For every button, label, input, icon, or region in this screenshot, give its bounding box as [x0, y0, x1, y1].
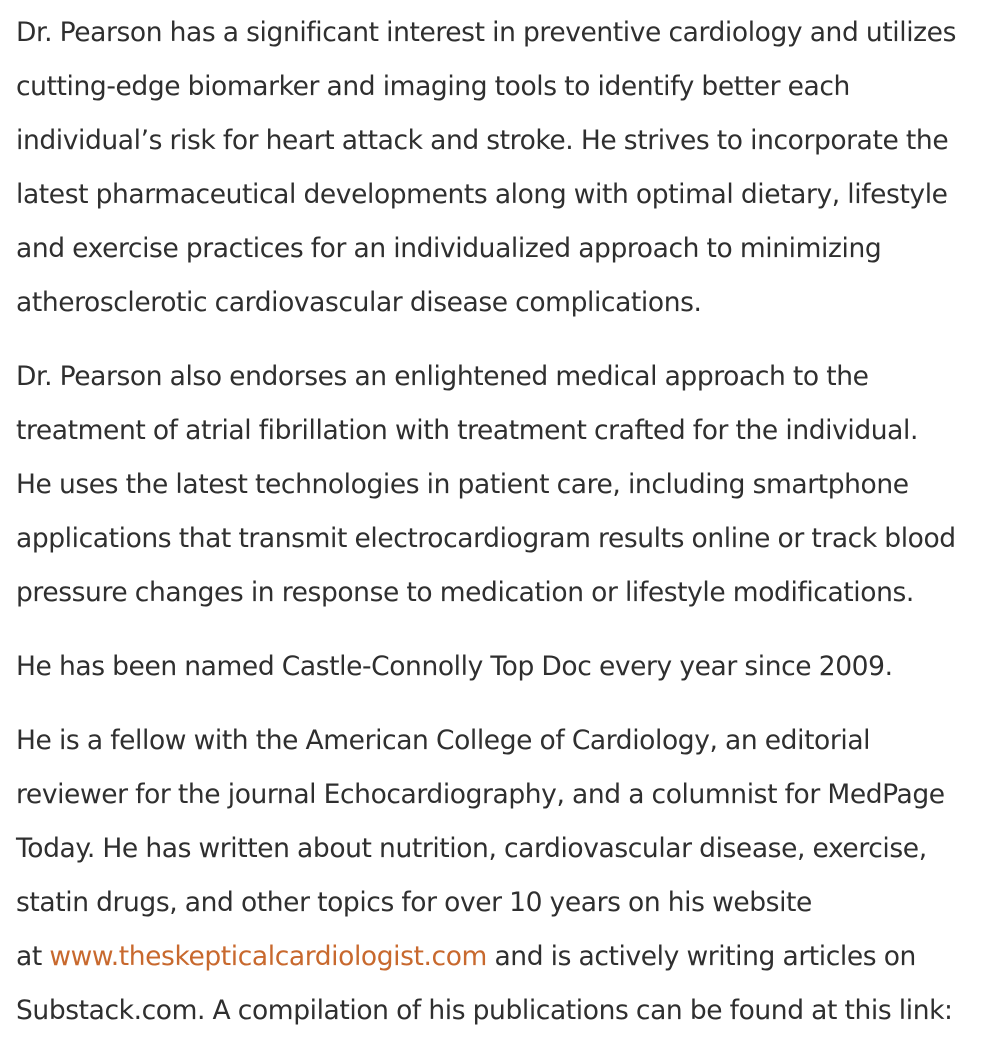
website-link[interactable]: www.theskepticalcardiologist.com — [49, 941, 487, 972]
text-line: applications that transmit electrocardiogram results online or track blood — [16, 523, 956, 554]
text-line: cutting-edge biomarker and imaging tools to identify better each — [16, 71, 850, 102]
text-line: latest pharmaceutical developments along with optimal dietary, lifestyle — [16, 179, 948, 210]
text-line: Substack.com. A compilation of his publications can be found at this link: — [16, 995, 953, 1026]
paragraph-fellowship — [16, 714, 990, 1038]
text-line: reviewer for the journal Echocardiography, and a columnist for MedPage — [16, 779, 945, 810]
text-line: pressure changes in response to medication or lifestyle modifications. — [16, 577, 914, 608]
paragraph-atrial-fibrillation — [16, 350, 990, 620]
text-line: He is a fellow with the American College of Cardiology, an editorial — [16, 725, 871, 756]
text-line: Dr. Pearson also endorses an enlightened medical approach to the — [16, 361, 869, 392]
text-line: atherosclerotic cardiovascular disease complications. — [16, 287, 702, 318]
text-line: and exercise practices for an individualized approach to minimizing — [16, 233, 882, 264]
text-line: Today. He has written about nutrition, cardiovascular disease, exercise, — [16, 833, 927, 864]
text-line: He has been named Castle-Connolly Top Doc every year since 2009. — [16, 651, 893, 682]
paragraph-preventive-cardiology — [16, 6, 990, 330]
link-prefix: at — [16, 941, 50, 972]
text-line: Dr. Pearson has a significant interest in preventive cardiology and utilizes — [16, 17, 956, 48]
text-line-with-link — [16, 930, 990, 984]
text-line: individual’s risk for heart attack and stroke. He strives to incorporate the — [16, 125, 949, 156]
text-line: He uses the latest technologies in patient care, including smartphone — [16, 469, 909, 500]
text-line: treatment of atrial fibrillation with treatment crafted for the individual. — [16, 415, 918, 446]
text-line: statin drugs, and other topics for over 10 years on his website — [16, 887, 812, 918]
paragraph-top-doc — [16, 640, 990, 694]
link-suffix: and is actively writing articles on — [486, 941, 916, 972]
